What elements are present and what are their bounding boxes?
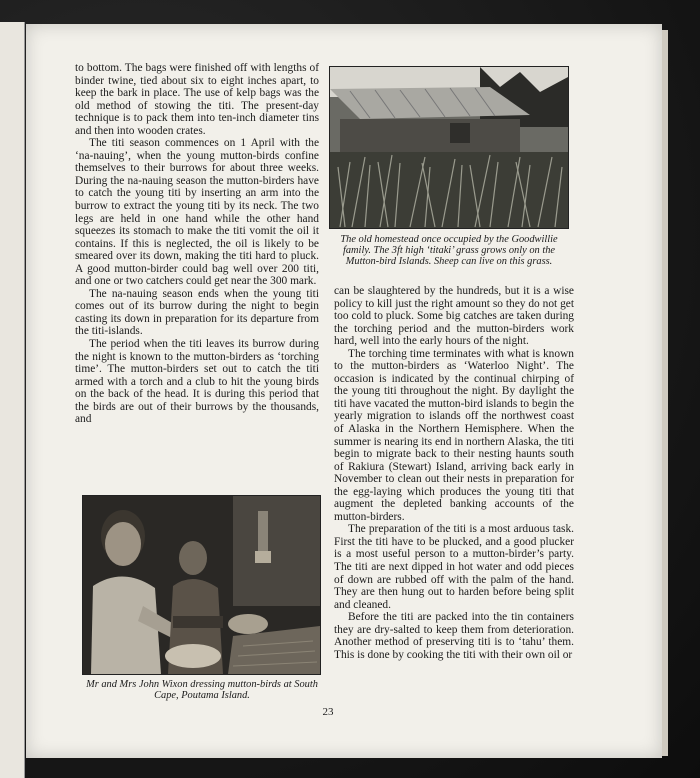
paragraph: Before the titi are packed into the tin containers they are dry-salted to keep them from deterioration. Another method of preserving titi is to ‘tahu’ them. This is done by cooking the titi with their own oil or (334, 611, 574, 661)
paragraph: The period when the titi leaves its burrow during the night is known to the mutton-birders as ‘torching time’. The mutton-birders set out to catch the titi armed with a torch and a club to hit the young birds on the back of the head. It is during this period that the birds are out of their burrows by the thousands, and (75, 338, 319, 426)
paragraph: The preparation of the titi is a most arduous task. First the titi have to be plucked, and a good plucker is a most useful person to a mutton-birder’s party. The titi are next dipped in hot water and odd pieces of down are rubbed off with the palm of the hand. They are then hung out to harden before being split and cleaned. (334, 523, 574, 611)
previous-page-edge (0, 22, 25, 778)
homestead-photo-image (330, 67, 568, 228)
paragraph: The titi season commences on 1 April with the ‘na-nauing’, when the young mutton-birds confine themselves to their burrows for about three weeks. During the na-nauing season the mutton-birders have to catch the young titi by inserting an arm into the burrow to extract the young titi by its neck. The two legs are held in one hand while the other hand squeezes its stomach to make the titi vomit the oil it contains. If this is neglected, the oil is likely to be smeared over its down, making the titi hard to pluck. A good mutton-birder could bag well over 200 titi, and one or two catchers could get near the 300 mark. (75, 137, 319, 288)
paragraph: to bottom. The bags were finished off with lengths of binder twine, tied about six to eight inches apart, to keep the bark in place. The use of kelp bags was the old method of stowing the titi. The present-day technique is to pack them into ten-inch diameter tins and then into wooden crates. (75, 62, 319, 137)
page-number: 23 (322, 706, 334, 718)
wixon-photo-image (83, 496, 320, 674)
paragraph: can be slaughtered by the hundreds, but it is a wise policy to kill just the right amount so they do not get too cold to pluck. Some big catches are taken during the torching period and the mutton-birders work hard, well into the early hours of the night. (334, 285, 574, 348)
page-edge-shadow (662, 30, 668, 756)
right-text-column (334, 285, 574, 661)
homestead-photo (329, 66, 569, 229)
wixon-photo (82, 495, 321, 675)
homestead-photo-caption: The old homestead once occupied by the Goodwillie family. The 3ft high ‘titaki’ grass grows only on the Mutton-bird Islands. Sheep can live on this grass. (340, 234, 558, 268)
left-text-column (75, 62, 319, 426)
wixon-photo-caption: Mr and Mrs John Wixon dressing mutton-birds at South Cape, Poutama Island. (86, 679, 318, 702)
paragraph: The torching time terminates with what is known to the mutton-birders as ‘Waterloo Night’. The occasion is indicated by the continual chirping of the young titi throughout the night. By daylight the titi have vacated the mutton-bird islands to begin the yearly migration to islands off the northwest coast of Alaska in the Northern Hemisphere. When the summer is nearing its end in northern Alaska, the titi begin to migrate back to their nesting haunts south of Rakiura (Stewart) Island, arriving back early in November to clean out their nests in preparation for the egg-laying which produces the young titi that augment the depleted banking accounts of the mutton-birders. (334, 347, 574, 523)
paragraph: The na-nauing season ends when the young titi comes out of its burrow during the night to begin casting its down in preparation for its departure from the titi-islands. (75, 287, 319, 338)
